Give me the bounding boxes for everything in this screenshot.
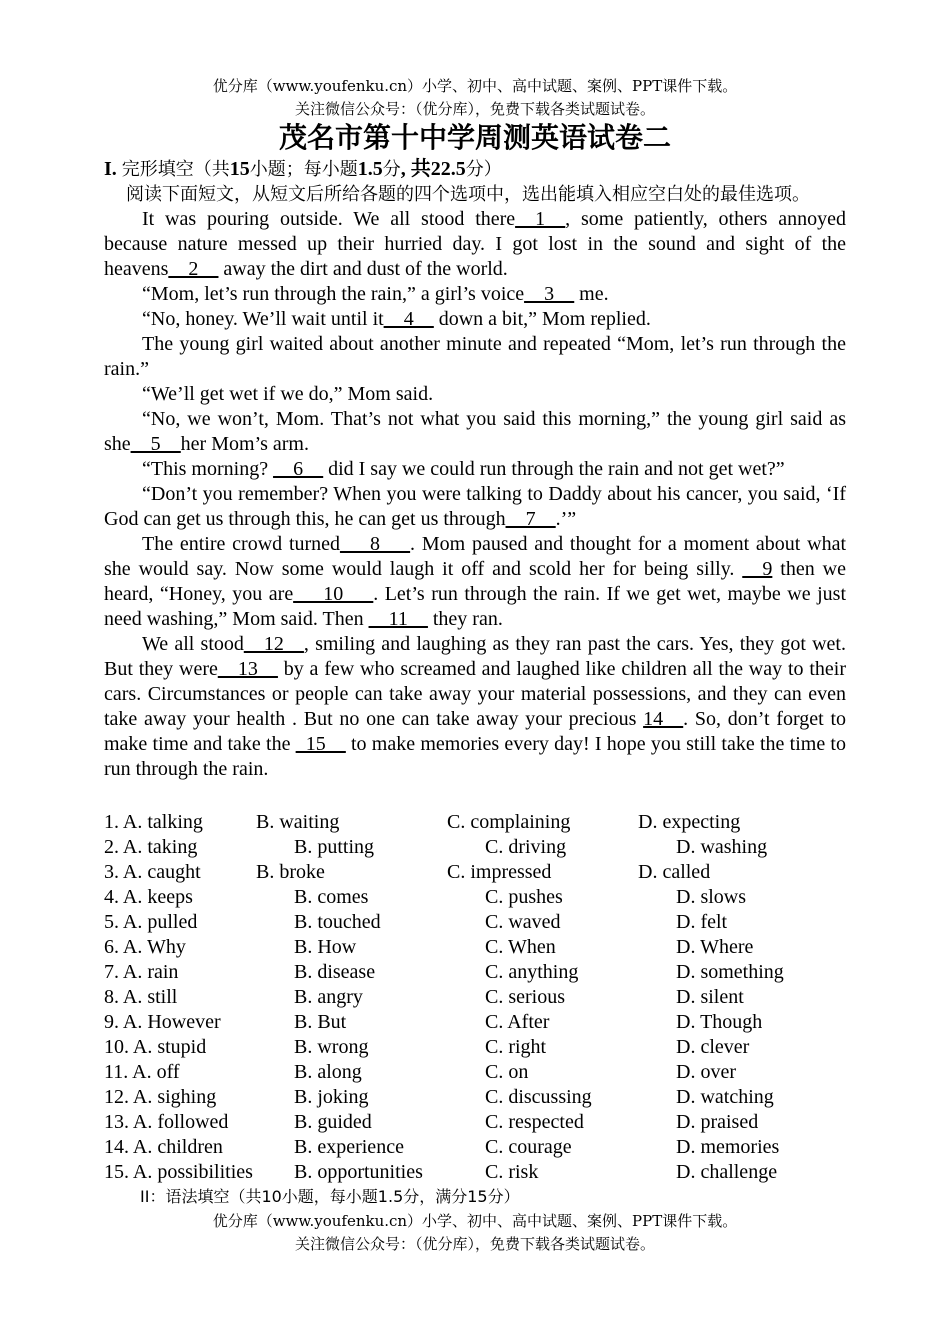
passage-text: “This morning? xyxy=(142,458,274,480)
option-d: D. washing xyxy=(676,836,768,858)
section-1-count: 15 xyxy=(229,158,250,180)
passage-paragraph xyxy=(104,407,846,457)
passage-paragraph xyxy=(104,532,846,632)
section-1-total: 22.5 xyxy=(430,158,466,180)
passage-text: her Mom’s arm. xyxy=(180,433,309,455)
section-2-heading: II：语法填空（共10小题，每小题1.5分，满分15分） xyxy=(140,1187,520,1206)
option-b: B. opportunities xyxy=(294,1161,423,1183)
option-d: D. slows xyxy=(676,886,747,908)
section-1 xyxy=(104,157,846,782)
passage-text: “No, we won’t, Mom. That’s not what you said this morning,” the young girl said as she xyxy=(104,408,846,455)
passage-text: to make memories every day! I hope you still take the time to run through the rain. xyxy=(104,733,846,780)
footer-line-2: 关注微信公众号：（优分库），免费下载各类试题试卷。 xyxy=(294,1235,655,1253)
passage-text: they ran. xyxy=(427,608,503,630)
option-d: D. clever xyxy=(676,1036,750,1058)
option-c: C. impressed xyxy=(447,861,552,883)
footer-line-1: 优分库（www.youfenku.cn）小学、初中、高中试题、案例、PPT课件下载。 xyxy=(212,1212,738,1230)
option-b: B. touched xyxy=(294,911,381,933)
blank-12: __12__ xyxy=(243,633,304,655)
passage-paragraph xyxy=(104,282,846,307)
option-c: C. respected xyxy=(485,1111,584,1133)
option-d: D. over xyxy=(676,1061,736,1083)
option-b: B. comes xyxy=(294,886,369,908)
blank-14: 14__ xyxy=(643,708,684,730)
blank-10: ___10___ xyxy=(293,583,374,605)
passage-text: “Mom, let’s run through the rain,” a girl’s voice xyxy=(142,283,525,305)
blank-9: __9 xyxy=(742,558,773,580)
blank-8: ___8___ xyxy=(340,533,411,555)
option-b: B. But xyxy=(294,1011,347,1033)
option-d: D. expecting xyxy=(638,811,741,833)
blank-15: _15__ xyxy=(295,733,346,755)
section-1-mid2: 分 xyxy=(382,159,401,180)
section-1-heading xyxy=(104,157,846,182)
option-c: C. right xyxy=(485,1036,547,1058)
option-c: C. discussing xyxy=(485,1086,592,1108)
option-a: 6. A. Why xyxy=(104,936,186,958)
option-a: 5. A. pulled xyxy=(104,911,198,933)
passage-text: “No, honey. We’ll wait until it xyxy=(142,308,384,330)
passage-text: then we heard, “Honey, you are xyxy=(104,558,846,605)
option-c: C. After xyxy=(485,1011,550,1033)
option-row xyxy=(104,1060,846,1085)
options-list xyxy=(104,810,846,1185)
option-b: B. wrong xyxy=(294,1036,369,1058)
passage-text: We all stood xyxy=(142,633,244,655)
passage-text: down a bit,” Mom replied. xyxy=(433,308,651,330)
option-b: B. joking xyxy=(294,1086,369,1108)
blank-13: __13__ xyxy=(217,658,278,680)
option-c: C. on xyxy=(485,1061,529,1083)
option-b: B. experience xyxy=(294,1136,404,1158)
option-b: B. guided xyxy=(294,1111,372,1133)
option-c: C. anything xyxy=(485,961,579,983)
passage-paragraph xyxy=(104,207,846,282)
passage-paragraph xyxy=(104,307,846,332)
option-a: 7. A. rain xyxy=(104,961,179,983)
passage-text: . Mom paused and thought for a moment about what she would say. Now some would laugh it off and scold her for being silly. xyxy=(104,533,846,580)
option-a: 13. A. followed xyxy=(104,1111,229,1133)
blank-7: __7__ xyxy=(505,508,556,530)
option-row xyxy=(104,935,846,960)
option-row xyxy=(104,985,846,1010)
option-row xyxy=(104,860,846,885)
option-row xyxy=(104,910,846,935)
option-d: D. watching xyxy=(676,1086,774,1108)
passage-text: away the dirt and dust of the world. xyxy=(218,258,508,280)
option-d: D. praised xyxy=(676,1111,759,1133)
option-d: D. something xyxy=(676,961,784,983)
passage-paragraph xyxy=(104,482,846,532)
option-row xyxy=(104,810,846,835)
option-c: C. courage xyxy=(485,1136,572,1158)
option-row xyxy=(104,1035,846,1060)
option-d: D. Where xyxy=(676,936,754,958)
option-a: 10. A. stupid xyxy=(104,1036,207,1058)
section-1-instruction: 阅读下面短文，从短文后所给各题的四个选项中，选出能填入相应空白处的最佳选项。 xyxy=(126,184,810,205)
option-b: B. broke xyxy=(256,861,325,883)
passage-text: me. xyxy=(574,283,609,305)
passage-paragraph: The young girl waited about another minute and repeated “Mom, let’s run through the rain.” xyxy=(104,333,846,380)
passage-text: “Don’t you remember? When you were talking to Daddy about his cancer, you said, ‘If God can get us through this, he can get us through xyxy=(104,483,846,530)
passage-text: . So, don’t forget to make time and take the xyxy=(104,708,846,755)
option-d: D. Though xyxy=(676,1011,763,1033)
option-c: C. serious xyxy=(485,986,565,1008)
blank-5: __5__ xyxy=(130,433,181,455)
option-a: 12. A. sighing xyxy=(104,1086,217,1108)
option-row xyxy=(104,1160,846,1185)
section-1-number: I. xyxy=(104,158,117,180)
passage-text: did I say we could run through the rain and not get wet?” xyxy=(323,458,785,480)
passage-paragraph xyxy=(104,632,846,782)
option-c: C. waved xyxy=(485,911,561,933)
section-1-name: 完形填空（共 xyxy=(121,159,230,180)
option-d: D. felt xyxy=(676,911,728,933)
option-a: 14. A. children xyxy=(104,1136,223,1158)
passage-text: . Let’s run through the rain. If we get wet, maybe we just need washing,” Mom said. Then xyxy=(104,583,847,630)
passage-text: .’” xyxy=(555,508,577,530)
passage-text: The entire crowd turned xyxy=(142,533,341,555)
passage-text: It was pouring outside. We all stood there xyxy=(142,208,516,230)
option-c: C. complaining xyxy=(447,811,571,833)
option-b: B. disease xyxy=(294,961,376,983)
section-1-end: 分） xyxy=(465,159,502,180)
option-c: C. When xyxy=(485,936,556,958)
section-1-total-pre: , 共 xyxy=(400,158,431,180)
option-d: D. challenge xyxy=(676,1161,778,1183)
option-row xyxy=(104,1010,846,1035)
option-d: D. called xyxy=(638,861,711,883)
option-a: 4. A. keeps xyxy=(104,886,193,908)
option-row xyxy=(104,1110,846,1135)
option-a: 9. A. However xyxy=(104,1011,221,1033)
option-a: 2. A. taking xyxy=(104,836,198,858)
option-row xyxy=(104,1085,846,1110)
passage-text: , some patiently, others annoyed because nature messed up their hurried day. I got lost in the sound and sight of the heavens xyxy=(104,208,846,280)
blank-1: __1__ xyxy=(515,208,566,230)
passage-text: , smiling and laughing as they ran past the cars. Yes, they got wet. But they were xyxy=(104,633,846,680)
passage-paragraph xyxy=(104,457,846,482)
header-line-2: 关注微信公众号：（优分库），免费下载各类试题试卷。 xyxy=(294,100,655,118)
option-a: 15. A. possibilities xyxy=(104,1161,253,1183)
option-a: 8. A. still xyxy=(104,986,178,1008)
option-b: B. How xyxy=(294,936,357,958)
blank-4: __4__ xyxy=(383,308,434,330)
option-a: 1. A. talking xyxy=(104,811,203,833)
option-row xyxy=(104,885,846,910)
page-title: 茂名市第十中学周测英语试卷二 xyxy=(278,121,671,154)
option-row xyxy=(104,835,846,860)
section-1-mid: 小题；每小题 xyxy=(249,159,358,180)
option-a: 3. A. caught xyxy=(104,861,201,883)
option-d: D. silent xyxy=(676,986,744,1008)
blank-3: __3__ xyxy=(524,283,575,305)
option-c: C. pushes xyxy=(485,886,563,908)
option-row xyxy=(104,960,846,985)
blank-6: __6__ xyxy=(273,458,324,480)
blank-2: __2__ xyxy=(168,258,219,280)
option-b: B. angry xyxy=(294,986,363,1008)
header-line-1: 优分库（www.youfenku.cn）小学、初中、高中试题、案例、PPT课件下载。 xyxy=(212,77,738,95)
option-d: D. memories xyxy=(676,1136,780,1158)
option-c: C. risk xyxy=(485,1161,539,1183)
option-row xyxy=(104,1135,846,1160)
blank-11: __11__ xyxy=(368,608,428,630)
option-c: C. driving xyxy=(485,836,567,858)
option-b: B. putting xyxy=(294,836,375,858)
option-b: B. waiting xyxy=(256,811,340,833)
passage-paragraph: “We’ll get wet if we do,” Mom said. xyxy=(142,383,434,405)
section-1-each: 1.5 xyxy=(357,158,383,180)
passage-text: by a few who screamed and laughed like children all the way to their cars. Circumstances or people can take away your material possessions, and they can even take away your health . But no one can take away your precious xyxy=(104,658,846,730)
option-b: B. along xyxy=(294,1061,362,1083)
option-a: 11. A. off xyxy=(104,1061,180,1083)
